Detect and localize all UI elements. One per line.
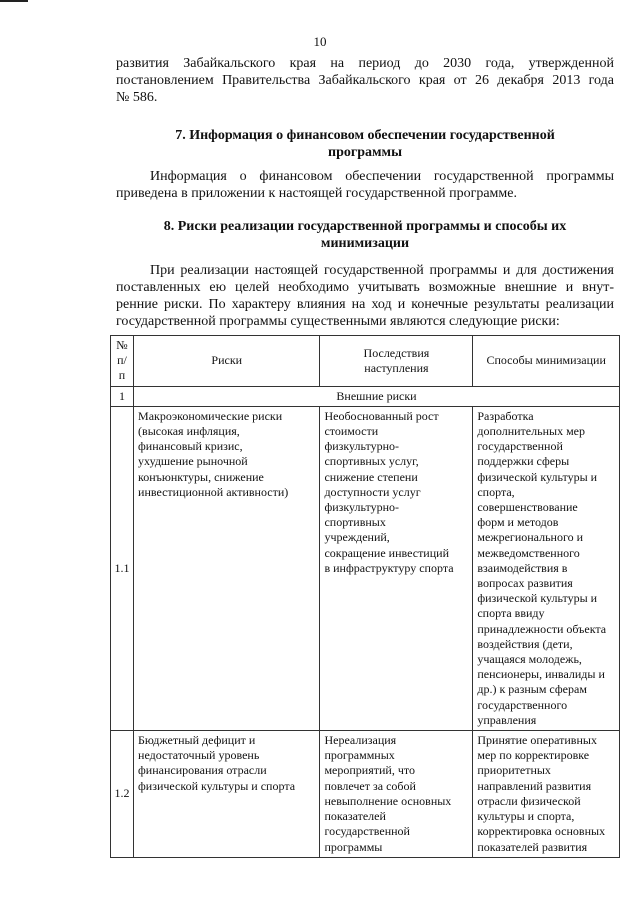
row-1-2-minimization-line: показателей развития <box>477 839 588 854</box>
row-1-1-minimization-line: физической культуры и <box>477 469 598 484</box>
row-1-1-risk-line: конъюнктуры, снижение <box>138 469 264 484</box>
row-1-2-consequence-line: государственной <box>324 824 410 839</box>
row-1-1-risk-line: инвестиционной активности) <box>138 484 289 499</box>
group-label: Внешние риски <box>134 386 620 406</box>
row-1-1-consequence-line: спортивных <box>324 515 386 530</box>
section-8-heading-line-1: 8. Риски реализации государственной программы и способы их <box>163 219 567 234</box>
row-1-1-risk-line: (высокая инфляция, <box>138 424 240 439</box>
header-consequences-line-2: наступления <box>364 360 429 375</box>
row-1-2-minimization-line: культуры и спорта, <box>477 809 575 824</box>
row-1-2-consequence <box>320 731 473 858</box>
row-1-1-minimization-line: воздействия (дети, <box>477 636 573 651</box>
intro-line-1: развития Забайкальского края на период до 2030 года, утвержденной <box>116 56 614 71</box>
row-1-1-minimization-line: государственного <box>477 697 568 712</box>
group-num: 1 <box>111 386 134 406</box>
row-1-1-consequence-line: сокращение инвестиций <box>324 545 449 560</box>
row-1-1-minimization-line: вопросах развития <box>477 576 573 591</box>
section-8-body <box>116 262 614 330</box>
header-risks: Риски <box>134 336 320 387</box>
section-8-heading-line-2: минимизации <box>320 236 410 251</box>
section-7-heading <box>116 127 614 161</box>
row-1-1-minimization-line: учащаяся молодежь, <box>477 652 582 667</box>
row-1-1-minimization-line: межрегионального и <box>477 530 584 545</box>
intro-paragraph <box>116 55 614 106</box>
page-number: 10 <box>313 34 327 49</box>
row-1-1-minimization-line: взаимодействия в <box>477 560 568 575</box>
row-1-2-consequence-line: показателей <box>324 809 386 824</box>
risks-table <box>110 335 620 858</box>
row-1-1-minimization-line: совершенствование <box>477 500 578 515</box>
row-1-2-consequence-line: Нереализация <box>324 733 397 748</box>
row-1-2-consequence-line: повлечет за собой <box>324 778 416 793</box>
row-1-2-risk-line: Бюджетный дефицит и <box>138 733 256 748</box>
section-7-body <box>116 168 614 202</box>
section-8-body-line-4: государственной программы существенными являются следующие риски: <box>116 314 560 329</box>
row-1-1-num: 1.1 <box>111 406 134 730</box>
section-7-body-line-2: приведена в приложении к настоящей государственной программе. <box>116 186 517 201</box>
corner-scan-mark <box>0 0 28 2</box>
section-8-body-line-3: ренние риски. По характеру влияния на ход и конечные результаты реализации <box>116 297 614 312</box>
row-1-2-risk-line: физической культуры и спорта <box>138 778 296 793</box>
row-1-1-minimization-line: поддержки сферы <box>477 454 570 469</box>
table-row-1-1 <box>111 406 620 730</box>
row-1-1-minimization-line: форм и методов <box>477 515 559 530</box>
section-7-heading-line-2: программы <box>328 145 402 160</box>
row-1-1-minimization-line: государственной <box>477 439 563 454</box>
header-consequences-line-1: Последствия <box>363 345 430 360</box>
intro-line-3: № 586. <box>116 90 158 105</box>
row-1-1-risk-line: Макроэкономические риски <box>138 408 283 423</box>
row-1-2-minimization-line: приоритетных <box>477 763 551 778</box>
section-7-heading-line-1: 7. Информация о финансовом обеспечении государственной <box>175 128 555 143</box>
row-1-2-minimization-line: отрасли физической <box>477 793 581 808</box>
section-8-body-line-2: поставленных ею целей необходимо учитывать возможные внешние и внут- <box>116 280 614 295</box>
row-1-1-minimization-line: физической культуры и <box>477 591 598 606</box>
row-1-2-risk-line: недостаточный уровень <box>138 748 260 763</box>
row-1-2-minimization-line: корректировка основных <box>477 824 606 839</box>
row-1-2-minimization-line: направлений развития <box>477 778 592 793</box>
row-1-2-risk <box>134 731 320 858</box>
header-num <box>111 336 134 387</box>
header-num-line-2: п/п <box>117 353 127 383</box>
row-1-2-minimization-line: мер по корректировке <box>477 748 590 763</box>
row-1-1-minimization-line: пенсионеры, инвалиды и <box>477 667 605 682</box>
row-1-2-consequence-line: невыполнение основных <box>324 793 452 808</box>
row-1-1-minimization-line: межведомственного <box>477 545 580 560</box>
row-1-1-consequence-line: физкультурно- <box>324 439 400 454</box>
row-1-1-risk-line: ухудшение рыночной <box>138 454 248 469</box>
row-1-1-consequence-line: снижение степени <box>324 469 418 484</box>
row-1-1-consequence <box>320 406 473 730</box>
row-1-1-minimization-line: Разработка <box>477 408 534 423</box>
row-1-1-minimization-line: управления <box>477 712 537 727</box>
table-header-row <box>111 336 620 387</box>
row-1-2-consequence-line: программных <box>324 748 395 763</box>
row-1-2-consequence-line: мероприятий, что <box>324 763 415 778</box>
group-row-external <box>111 386 620 406</box>
header-minimization: Способы минимизации <box>473 336 620 387</box>
row-1-1-minimization-line: дополнительных мер <box>477 424 585 439</box>
row-1-2-risk-line: финансирования отрасли <box>138 763 267 778</box>
row-1-1-minimization-line: принадлежности объекта <box>477 621 607 636</box>
intro-line-2: постановлением Правительства Забайкальского края от 26 декабря 2013 года <box>116 73 614 88</box>
row-1-2-num: 1.2 <box>111 731 134 858</box>
row-1-1-consequence-line: Необоснованный рост <box>324 408 439 423</box>
row-1-1-consequence-line: учреждений, <box>324 530 390 545</box>
section-7-body-line-1: Информация о финансовом обеспечении государственной программы <box>150 169 614 184</box>
header-num-line-1: № <box>116 338 128 352</box>
table-row-1-2 <box>111 731 620 858</box>
row-1-1-consequence-line: спортивных услуг, <box>324 454 419 469</box>
row-1-1-minimization-line: спорта ввиду <box>477 606 545 621</box>
row-1-1-consequence-line: в инфраструктуру спорта <box>324 560 454 575</box>
row-1-2-minimization-line: Принятие оперативных <box>477 733 597 748</box>
row-1-2-minimization <box>473 731 620 858</box>
row-1-1-minimization-line: др.) к разным сферам <box>477 682 587 697</box>
row-1-1-consequence-line: стоимости <box>324 424 379 439</box>
row-1-1-minimization-line: спорта, <box>477 484 515 499</box>
header-consequences <box>320 336 473 387</box>
section-8-body-line-1: При реализации настоящей государственной программы и для достижения <box>150 263 614 278</box>
row-1-2-consequence-line: программы <box>324 839 383 854</box>
row-1-1-minimization <box>473 406 620 730</box>
row-1-1-consequence-line: физкультурно- <box>324 500 400 515</box>
section-8-heading <box>116 218 614 252</box>
row-1-1-risk <box>134 406 320 730</box>
row-1-1-consequence-line: доступности услуг <box>324 484 421 499</box>
row-1-1-risk-line: финансовый кризис, <box>138 439 243 454</box>
